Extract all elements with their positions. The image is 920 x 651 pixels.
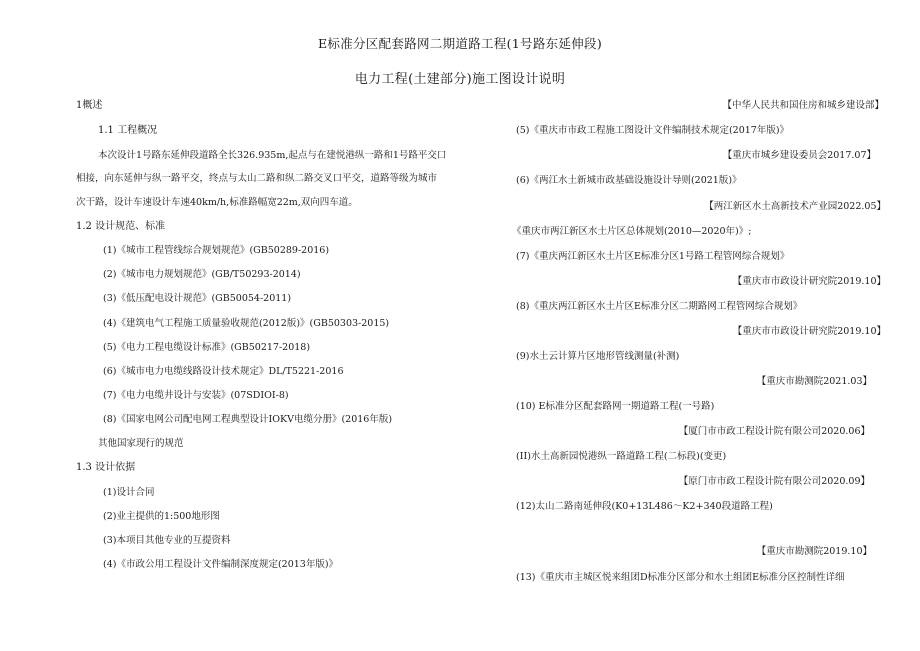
overview-paragraph-line: 次干路，设计车速设计车速40km/h,标准路幅宽22m,双向四车道。	[76, 197, 358, 208]
reference-item: (5)《重庆市市政工程施工图设计文件编制技术规定(2017年版)》	[516, 125, 790, 136]
basis-item: (1)设计合同	[103, 487, 155, 498]
reference-item: 《重庆市两江新区水土片区总体规划(2010—2020年)》;	[512, 226, 752, 237]
reference-publisher: 【厦门市市政工程设计院有限公司2020.06】	[678, 426, 870, 437]
reference-publisher: 【原门市市政工程设计院有限公司2020.09】	[678, 476, 870, 487]
section-1-3-heading: 1.3 设计依据	[76, 462, 136, 473]
reference-item: (13)《重庆市主城区悦来组团D标准分区部分和水土组团E标准分区控制性详细	[516, 572, 845, 583]
reference-item: (II)水土高新园悦港纵一路道路工程(二标段)(变更)	[516, 451, 727, 462]
standard-item: (7)《电力电缆井设计与安装》(07SDIOI-8)	[103, 390, 289, 401]
basis-item: (2)业主提供的1:500地形图	[103, 511, 220, 522]
reference-publisher: 【中华人民共和国住房和城乡建设部】	[722, 100, 884, 111]
standard-item: (1)《城市工程管线综合规划规范》(GB50289-2016)	[103, 245, 330, 256]
standard-item: (6)《城市电力电缆线路设计技术规定》DL/T5221-2016	[103, 366, 344, 377]
section-1-2-heading: 1.2 设计规范、标准	[76, 221, 166, 232]
standard-item: (3)《低压配电设计规范》(GB50054-2011)	[103, 293, 292, 304]
other-standards-text: 其他国家现行的规范	[98, 438, 184, 449]
reference-item: (6)《两江水土新城市政基础设施设计导则(2021版)》	[516, 175, 742, 186]
reference-item: (10) E标准分区配套路网一期道路工程(一号路)	[516, 401, 715, 412]
section-1-1-heading: 1.1 工程概况	[98, 125, 158, 136]
overview-paragraph-line: 相接，向东延伸与纵一路平交，终点与太山二路和纵二路交叉口平交，道路等级为城市	[76, 173, 438, 184]
reference-publisher: 【重庆市市政设计研究院2019.10】	[732, 326, 886, 337]
standard-item: (2)《城市电力规划规范》(GB/T50293-2014)	[103, 269, 301, 280]
reference-publisher: 【重庆市市政设计研究院2019.10】	[732, 276, 886, 287]
document-title: E标准分区配套路网二期道路工程(1号路东延伸段)	[317, 36, 603, 51]
reference-publisher: 【重庆市勘测院2019.10】	[756, 546, 872, 557]
standard-item: (5)《电力工程电缆设计标准》(GB50217-2018)	[103, 342, 311, 353]
reference-publisher: 【两江新区水土高新技术产业园2022.05】	[704, 201, 886, 212]
section-1-heading: 1概述	[76, 100, 103, 111]
document-subtitle: 电力工程(土建部分)施工图设计说明	[354, 72, 566, 87]
reference-publisher: 【重庆市勘测院2021.03】	[756, 376, 872, 387]
standard-item: (4)《建筑电气工程施工质量验收规范(2012版)》(GB50303-2015)	[103, 318, 390, 329]
reference-item: (12)太山二路南延伸段(K0+13L486～K2+340段道路工程)	[516, 501, 773, 512]
reference-item: (8)《重庆两江新区水土片区E标准分区二期路网工程管网综合规划》	[516, 301, 803, 312]
basis-item: (3)本项目其他专业的互提资料	[103, 535, 231, 546]
basis-item: (4)《市政公用工程设计文件编制深度规定(2013年版)》	[103, 559, 339, 570]
standard-item: (8)《国家电网公司配电网工程典型设计IOKV电缆分册》(2016年版)	[103, 414, 393, 425]
overview-paragraph-line: 本次设计1号路东延伸段道路全长326.935m,起点与在建悦港纵一路和1号路平交口	[98, 150, 447, 161]
reference-item: (9)水土云计算片区地形管线测量(补测)	[516, 351, 680, 362]
reference-publisher: 【重庆市城乡建设委员会2017.07】	[722, 150, 876, 161]
reference-item: (7)《重庆两江新区水土片区E标准分区1号路工程管网综合规划》	[516, 251, 790, 262]
